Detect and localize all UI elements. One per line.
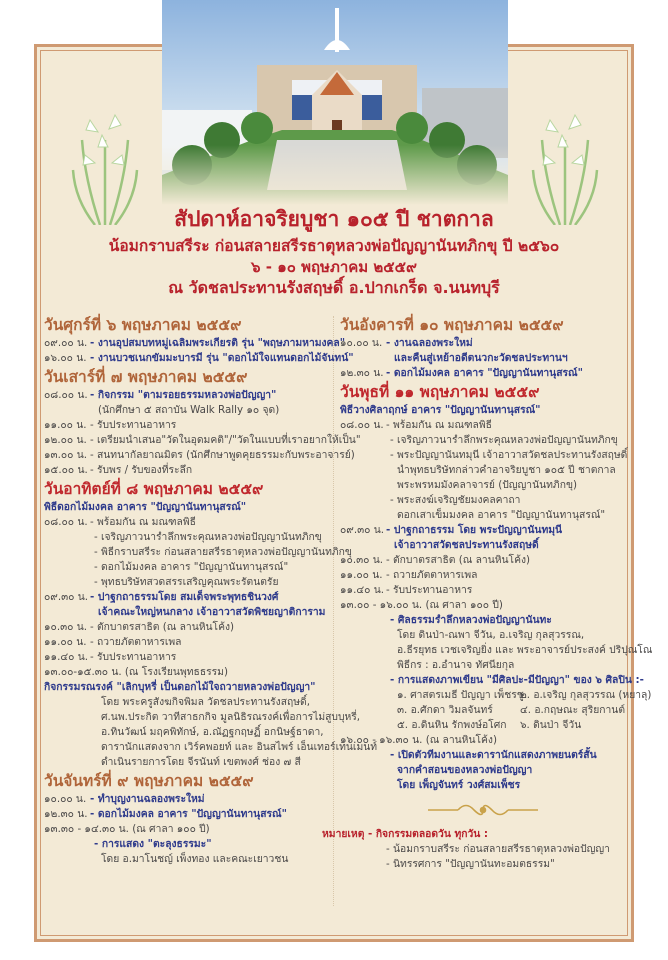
schedule-text: - เปิดตัวทีมงานและดารานักแสดงภาพยนตร์สั้น xyxy=(390,749,597,761)
schedule-line xyxy=(340,628,626,643)
schedule-line xyxy=(44,755,330,770)
schedule-text: ๑. ศาสตรเมธี ปัญญา เพ็ชรชู xyxy=(397,689,524,701)
schedule-line xyxy=(44,695,330,710)
schedule-time: ๑๑.๔๐ น. xyxy=(340,584,385,596)
schedule-time: ๐๘.๐๐ น. xyxy=(340,419,384,431)
schedule-line xyxy=(44,740,378,755)
schedule-text: - รับประทานอาหาร xyxy=(90,651,177,663)
temple-photo xyxy=(162,0,508,205)
schedule-line xyxy=(44,680,330,695)
schedule-time: ๑๑.๐๐ น. xyxy=(44,419,87,431)
schedule-line xyxy=(44,852,330,867)
schedule-text: - พิธีกราบสรีระ ก่อนสลายสรีรธาตุหลวงพ่อปัญญานันทภิกขุ xyxy=(94,546,352,558)
schedule-line xyxy=(44,388,330,403)
schedule-line xyxy=(340,643,653,658)
schedule-time: ๑๐.๓๐ น. xyxy=(340,554,384,566)
schedule-right-column xyxy=(322,314,653,872)
schedule-line xyxy=(340,688,652,703)
schedule-line xyxy=(340,538,626,553)
schedule-line xyxy=(340,448,626,463)
schedule-text: - ดอกไม้มงคล อาคาร "ปัญญานันทานุสรณ์" xyxy=(386,367,583,379)
schedule-line xyxy=(44,463,330,478)
day-section xyxy=(44,770,330,867)
schedule-time: ๑๑.๐๐ น. xyxy=(44,636,87,648)
day-heading: วันศุกร์ที่ ๖ พฤษภาคม ๒๕๕๙ xyxy=(44,316,242,334)
schedule-text: พิธีกร : อ.อำนาจ ทัศนียกุล xyxy=(397,659,515,671)
schedule-text: - ตักบาตรสาธิต (ณ ลานหินโค้ง) xyxy=(90,621,235,633)
schedule-text: - กิจกรรม "ตามรอยธรรมหลวงพ่อปัญญา" xyxy=(90,389,277,401)
schedule-line xyxy=(340,598,626,613)
schedule-time: ๑๐.๐๐ น. xyxy=(44,793,87,805)
schedule-text: - การแสดงภาพเขียน "มีศิลปะ-มีปัญญา" ของ ๖ ศิลปิน :- xyxy=(390,674,644,686)
schedule-time: ๐๘.๐๐ น. xyxy=(44,389,88,401)
schedule-line xyxy=(44,545,352,560)
schedule-line xyxy=(44,837,330,852)
schedule-time: ๐๙.๓๐ น. xyxy=(340,524,385,536)
column-divider xyxy=(333,316,334,906)
schedule-text: นำพุทธบริษัทกล่าวคำอาจริยบูชา ๑๐๕ ปี ชาตกาล xyxy=(397,464,616,476)
day-heading: วันจันทร์ที่ ๙ พฤษภาคม ๒๕๕๙ xyxy=(44,772,254,790)
schedule-text: จากคำสอนของหลวงพ่อปัญญา xyxy=(397,764,533,776)
schedule-text: - ตักบาตรสาธิต (ณ ลานหินโค้ง) xyxy=(386,554,531,566)
schedule-line xyxy=(340,366,626,381)
schedule-text: ๔. อ.กฤษณะ สุริยกานต์ xyxy=(520,704,625,716)
schedule-time: ๐๙.๓๐ น. xyxy=(44,591,89,603)
schedule-line xyxy=(340,733,626,748)
schedule-text: ๖. ดินป่า จีวัน xyxy=(520,719,582,731)
schedule-text: เจ้าคณะใหญ่หนกลาง เจ้าอาวาสวัดพิชยญาติการาม xyxy=(98,606,326,618)
schedule-text: - ถวายภัตตาหารเพล xyxy=(386,569,478,581)
schedule-line xyxy=(340,351,626,366)
schedule-text: - ดอกไม้มงคล อาคาร "ปัญญานันทานุสรณ์" xyxy=(94,561,289,573)
schedule-text: ดอกเสาเข็มมงคล อาคาร "ปัญญานันทานุสรณ์" xyxy=(397,509,606,521)
schedule-text: - ปาฐกถาธรรม โดย พระปัญญานันทมุนี xyxy=(386,524,563,536)
ornament-divider-icon xyxy=(340,793,626,827)
schedule-line xyxy=(44,792,330,807)
schedule-line xyxy=(44,351,354,366)
schedule-line xyxy=(44,822,330,837)
day-heading: วันอาทิตย์ที่ ๘ พฤษภาคม ๒๕๕๙ xyxy=(44,480,264,498)
schedule-time: ๐๙.๐๐ น. xyxy=(44,337,88,349)
schedule-line xyxy=(340,493,626,508)
schedule-text: ๓. อ.ศักดา วิมลจันทร์ xyxy=(397,704,493,716)
schedule-line xyxy=(340,748,626,763)
schedule-time: ๑๕.๐๐ น. xyxy=(44,464,88,476)
schedule-text: อ.ทินวัฒน์ มฤคพิทักษ์, อ.ณัฏฐกฤษฏิ์ อกนิษฐ์ธาดา, xyxy=(101,726,324,738)
schedule-time: ๑๑.๔๐ น. xyxy=(44,651,89,663)
schedule-line xyxy=(340,673,644,688)
schedule-line xyxy=(340,703,626,718)
schedule-line xyxy=(340,553,626,568)
schedule-text: - งานฉลองพระใหม่ xyxy=(386,337,473,349)
schedule-time: ๑๑.๐๐ น. xyxy=(340,569,383,581)
schedule-text: โดย พระครูสังฆกิจพิมล วัดชลประทานรังสฤษดิ์, xyxy=(101,696,310,708)
schedule-line xyxy=(44,665,330,680)
schedule-text: และคืนสู่เหย้าอดีตนวกะวัดชลประทานฯ xyxy=(394,352,568,364)
schedule-line xyxy=(340,568,626,583)
schedule-line xyxy=(340,778,626,793)
schedule-text: - การแสดง "ตะลุงธรรมะ" xyxy=(94,838,212,850)
schedule-text: - เจริญภาวนารำลึกพระคุณหลวงพ่อปัญญานันทภิกขุ xyxy=(390,434,618,446)
schedule-text: อ.ธีรยุทธ เวชเจริญยิ่ง และ พระอาจารย์ประสงค์ ปริปุณโณ xyxy=(397,644,653,656)
ceremony-heading: พิธีวางศิลาฤกษ์ อาคาร "ปัญญานันทานุสรณ์" xyxy=(340,404,541,416)
schedule-line xyxy=(44,605,330,620)
schedule-line xyxy=(340,508,626,523)
schedule-line xyxy=(44,560,330,575)
poster-title: สัปดาห์อาจริยบูชา ๑๐๕ ปี ชาตกาล xyxy=(174,207,494,231)
schedule-text: ๑๓.๐๐ - ๑๖.๐๐ น. (ณ ศาลา ๑๐๐ ปี) xyxy=(340,599,503,611)
schedule-time: ๑๐.๐๐ น. xyxy=(340,337,383,349)
schedule-line xyxy=(44,530,330,545)
schedule-line xyxy=(44,433,361,448)
ceremony-heading: กิจกรรมรณรงค์ "เลิกบุหรี่ เป็นดอกไม้ใจถวายหลวงพ่อปัญญา" xyxy=(44,681,316,693)
schedule-line xyxy=(340,763,626,778)
schedule-text: ๑๓.๓๐ - ๑๔.๓๐ น. (ณ ศาลา ๑๐๐ ปี) xyxy=(44,823,210,835)
schedule-text: - พุทธบริษัทสวดสรรเสริญคุณพระรัตนตรัย xyxy=(94,576,279,588)
schedule-text: - พร้อมกัน ณ มณฑลพิธี xyxy=(386,419,492,431)
day-heading: วันเสาร์ที่ ๗ พฤษภาคม ๒๕๕๙ xyxy=(44,368,248,386)
schedule-line xyxy=(44,590,330,605)
schedule-text: ๑๖.๐๐ - ๑๖.๓๐ น. (ณ ลานหินโค้ง) xyxy=(340,734,497,746)
schedule-line xyxy=(340,418,626,433)
schedule-text: โดย อ.มาโนชญ์ เพ็งทอง และคณะเยาวชน xyxy=(101,853,289,865)
day-section xyxy=(44,366,361,478)
schedule-line xyxy=(44,635,330,650)
schedule-line xyxy=(44,807,330,822)
schedule-text: - เจริญภาวนารำลึกพระคุณหลวงพ่อปัญญานันทภิกขุ xyxy=(94,531,322,543)
schedule-text: - ถวายภัตตาหารเพล xyxy=(90,636,182,648)
day-section xyxy=(44,478,378,770)
schedule-time: ๑๓.๐๐ น. xyxy=(44,449,88,461)
day-heading: วันพุธที่ ๑๑ พฤษภาคม ๒๕๕๙ xyxy=(340,383,540,401)
note-label: หมายเหตุ - กิจกรรมตลอดวัน ทุกวัน : xyxy=(322,828,488,840)
schedule-text: - งานบวชเนกขัมมะบารมี รุ่น "ดอกไม้ใจแทนดอกไม้จันทน์" xyxy=(90,352,354,364)
schedule-time: ๑๒.๓๐ น. xyxy=(340,367,384,379)
schedule-line xyxy=(44,575,330,590)
schedule-text: ดารานักแสดงจาก เวิร์คพอยท์ และ อินสไพร์ เอ็นเทอร์เทนเมนท์ xyxy=(101,741,378,753)
schedule-line xyxy=(340,478,626,493)
schedule-text: โดย ดินป่า-ณพา จีวัน, อ.เจริญ กุลสุวรรณ, xyxy=(397,629,585,641)
poster-subtitle: น้อมกราบสรีระ ก่อนสลายสรีรธาตุหลวงพ่อปัญญานันทภิกขุ ปี ๒๕๖๐ xyxy=(108,237,560,255)
schedule-line xyxy=(340,658,626,673)
schedule-line xyxy=(44,448,355,463)
day-section xyxy=(340,381,653,793)
schedule-time: ๑๒.๐๐ น. xyxy=(44,434,87,446)
schedule-line xyxy=(44,725,330,740)
day-section xyxy=(340,314,626,381)
schedule-time: ๑๖.๐๐ น. xyxy=(44,352,87,364)
schedule-text: ๕. อ.ดินหิน รักพงษ์อโศก xyxy=(397,719,507,731)
schedule-text: ๒. อ.เจริญ กุลสุวรรณ (หยาลุ) xyxy=(520,689,652,701)
schedule-text: - งานอุปสมบทหมู่เฉลิมพระเกียรติ รุ่น "พฤษภามหามงคล" xyxy=(90,337,346,349)
schedule-line xyxy=(340,463,626,478)
day-section xyxy=(44,314,354,366)
schedule-line xyxy=(44,500,330,515)
schedule-text: - รับประทานอาหาร xyxy=(90,419,177,431)
schedule-line xyxy=(44,418,330,433)
schedule-text: - สนทนากัลยาณมิตร (นักศึกษาพูดคุยธรรมะกับพระอาจารย์) xyxy=(90,449,355,461)
day-heading: วันอังคารที่ ๑๐ พฤษภาคม ๒๕๕๙ xyxy=(340,316,564,334)
schedule-line xyxy=(44,650,330,665)
schedule-text: ดำเนินรายการโดย จีรนันท์ เขตพงศ์ ช่อง ๗ สี xyxy=(101,756,301,768)
schedule-line xyxy=(340,336,626,351)
schedule-line xyxy=(340,523,626,538)
schedule-text: - รับพร / รับของที่ระลึก xyxy=(90,464,193,476)
schedule-text: - ดอกไม้มงคล อาคาร "ปัญญานันทานุสรณ์" xyxy=(90,808,287,820)
schedule-text: เจ้าอาวาสวัดชลประทานรังสฤษดิ์ xyxy=(394,539,539,551)
schedule-time: ๐๘.๐๐ น. xyxy=(44,516,88,528)
schedule-line xyxy=(44,336,346,351)
schedule-text: ศ.นพ.ประกิต วาทีสาธกกิจ มูลนิธิรณรงค์เพื่อการไม่สูบบุหรี่, xyxy=(101,711,361,723)
schedule-text: - ศิลธรรมรำลึกหลวงพ่อปัญญานันทะ xyxy=(390,614,552,626)
schedule-text: ๑๓.๐๐-๑๕.๓๐ น. (ณ โรงเรียนพุทธธรรม) xyxy=(44,666,228,678)
schedule-text: - ปาฐกถาธรรมโดย สมเด็จพระพุทธชินวงศ์ xyxy=(90,591,279,603)
schedule-text: (นักศึกษา ๕ สถาบัน Walk Rally ๑๐ จุด) xyxy=(98,404,280,416)
schedule-line xyxy=(340,718,626,733)
schedule-text: - พร้อมกัน ณ มณฑลพิธี xyxy=(90,516,196,528)
schedule-time: ๑๒.๓๐ น. xyxy=(44,808,88,820)
schedule-line xyxy=(340,403,626,418)
schedule-text: - ทำบุญงานฉลองพระใหม่ xyxy=(90,793,205,805)
note-item: - น้อมกราบสรีระ ก่อนสลายสรีรธาตุหลวงพ่อปัญญา xyxy=(386,843,610,855)
schedule-line xyxy=(44,515,330,530)
schedule-left-column xyxy=(44,314,378,867)
schedule-text: - รับประทานอาหาร xyxy=(386,584,473,596)
ceremony-heading: พิธีดอกไม้มงคล อาคาร "ปัญญานันทานุสรณ์" xyxy=(44,501,247,513)
event-dates: ๖ - ๑๐ พฤษภาคม ๒๕๕๙ xyxy=(251,258,417,276)
note-item: - นิทรรศการ "ปัญญานันทะอมตธรรม" xyxy=(386,858,555,870)
schedule-text: - พระสงฆ์เจริญชัยมงคลคาถา xyxy=(390,494,521,506)
schedule-line xyxy=(44,710,361,725)
schedule-text: - เตรียมนำเสนอ"วัดในอุดมคติ"/"วัดในแบบที่เราอยากให้เป็น" xyxy=(90,434,361,446)
schedule-text: - พระปัญญานันทมุนี เจ้าอาวาสวัดชลประทานรังสฤษดิ์ xyxy=(390,449,628,461)
schedule-text: พระพรหมมังคลาจารย์ (ปัญญานันทภิกขุ) xyxy=(397,479,578,491)
schedule-line xyxy=(340,433,626,448)
schedule-line xyxy=(44,403,330,418)
event-venue: ณ วัดชลประทานรังสฤษดิ์ อ.ปากเกร็ด จ.นนทบุรี xyxy=(168,278,500,297)
schedule-line xyxy=(44,620,330,635)
schedule-line xyxy=(340,583,626,598)
schedule-time: ๑๐.๓๐ น. xyxy=(44,621,88,633)
schedule-text: โดย เพ็ญจันทร์ วงศ์สมเพ็ชร xyxy=(397,779,521,791)
schedule-line xyxy=(340,613,626,628)
